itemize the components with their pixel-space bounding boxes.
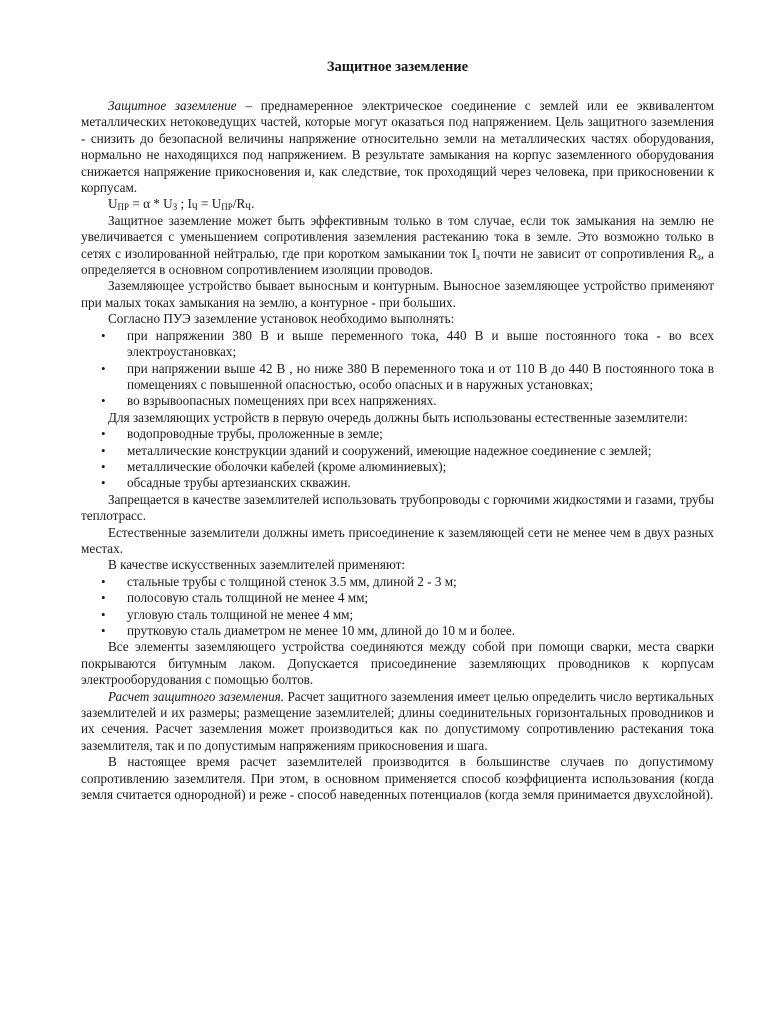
formula-sub: ПР xyxy=(117,202,130,213)
paragraph-device-types: Заземляющее устройство бывает выносным и контурным. Выносное заземляющее устройство применяют при малых токах замыкания на землю, а контурное - при больших. xyxy=(81,278,714,310)
document-page xyxy=(81,58,714,803)
formula-part: . xyxy=(251,196,255,212)
formula-sub: Ч xyxy=(245,202,252,213)
definition-text: – преднамеренное электрическое соединение с землей или ее эквивалентом металлических нетоковедущих частей, которые могут оказаться под напряжением. Цель защитного заземления - снизить до безопасной величины напряжение относительно земли на металлических частях оборудования, нормально не находящихся под напряжением. В результате замыкания на корпус заземленного оборудования снижается напряжение прикосновения и, как следствие, ток проходящий через человека, при прикосновении к корпусам. xyxy=(81,98,714,196)
formula-part: ; I xyxy=(177,196,192,212)
list-item: • полосовую сталь толщиной не менее 4 мм; xyxy=(81,590,714,606)
list-item: • металлические оболочки кабелей (кроме алюминиевых); xyxy=(81,459,714,475)
document-title: Защитное заземление xyxy=(326,59,469,75)
list-item: • обсадные трубы артезианских скважин. xyxy=(81,475,714,491)
list-pue-conditions xyxy=(81,328,714,410)
paragraph-artificial-electrodes: В качестве искусственных заземлителей применяют: xyxy=(108,557,406,573)
calculation-text: Расчет защитного заземления имеет целью определить число вертикальных заземлителей и их размеры; размещение заземлителей; длины соединительных горизонтальных проводников и их сечения. Расчет заземления может производиться как по допустимому сопротивлению растекания тока заземлителя, так и по допустимым напряжениям прикосновения и шага. xyxy=(81,688,714,753)
list-item: • во взрывоопасных помещениях при всех напряжениях. xyxy=(81,393,714,409)
formula-sub: З xyxy=(172,202,178,213)
paragraph-prohibition: Запрещается в качестве заземлителей использовать трубопроводы с горючими жидкостями и газами, трубы теплотрасс. xyxy=(81,491,714,524)
paragraph-definition xyxy=(81,98,714,196)
list-item: • при напряжении выше 42 В , но ниже 380 В переменного тока и от 110 В до 440 В постоянного тока в помещениях с повышенной опасностью, особо опасных и в наружных установках; xyxy=(81,361,714,394)
list-artificial-electrodes xyxy=(81,574,714,640)
list-item: • угловую сталь толщиной не менее 4 мм; xyxy=(81,607,714,623)
formula-part: = α * U xyxy=(129,196,173,212)
formula-sub: ПР xyxy=(221,202,233,213)
formula-sub: Ч xyxy=(191,202,198,213)
formula-u: U xyxy=(108,196,118,212)
paragraph-connection: Естественные заземлители должны иметь присоединение к заземляющей сети не менее чем в двух разных местах. xyxy=(81,524,714,556)
term-protective-grounding: Защитное заземление xyxy=(108,98,237,113)
list-item: • металлические конструкции зданий и сооружений, имеющие надежное соединение с землей; xyxy=(81,443,714,459)
list-item: • водопроводные трубы, проложенные в земле; xyxy=(81,426,714,442)
list-natural-electrodes xyxy=(81,426,714,492)
text-run: Защитное заземление может быть эффективным только в том случае, если ток замыкания на землю не увеличивается с уменьшением сопротивления заземления растеканию тока в земле. Это возможно только в сетях с изолированной нейтралью, где при коротком замыкании ток I xyxy=(81,212,714,261)
list-item: • прутковую сталь диаметром не менее 10 мм, длиной до 10 м и более. xyxy=(81,623,714,639)
paragraph-pue: Согласно ПУЭ заземление установок необходимо выполнять: xyxy=(108,311,455,327)
formula-line xyxy=(81,196,714,212)
paragraph-calculation xyxy=(81,689,714,755)
text-sub: з xyxy=(476,251,480,262)
paragraph-natural-electrodes: Для заземляющих устройств в первую очередь должны быть использованы естественные заземлители: xyxy=(108,409,688,425)
paragraph-effectiveness xyxy=(81,213,714,279)
paragraph-current-methods: В настоящее время расчет заземлителей производится в большинстве случаев по допустимому сопротивлению заземлителя. При этом, в основном применяется способ коэффициента использования (когда земля считается однородной) и реже - способ наведенных потенциалов (когда земля принимается двухслойной). xyxy=(81,754,714,803)
list-item: • при напряжении 380 В и выше переменного тока, 440 В и выше постоянного тока - во всех электроустановках; xyxy=(81,328,714,361)
text-sub: з xyxy=(697,251,701,262)
term-calculation: Расчет защитного заземления. xyxy=(108,688,285,704)
formula-part: = U xyxy=(197,196,222,212)
text-run: почти не зависит от сопротивления R xyxy=(479,245,698,261)
formula-part: /R xyxy=(232,196,246,212)
paragraph-welding: Все элементы заземляющего устройства соединяются между собой при помощи сварки, места сварки покрываются битумным лаком. Допускается присоединение заземляющих проводников к корпусам электрооборудования с помощью болтов. xyxy=(81,639,714,688)
text-run: , а определяется в основном сопротивлением изоляции проводов. xyxy=(81,245,714,278)
list-item: • стальные трубы с толщиной стенок 3.5 мм, длиной 2 - 3 м; xyxy=(81,574,714,590)
